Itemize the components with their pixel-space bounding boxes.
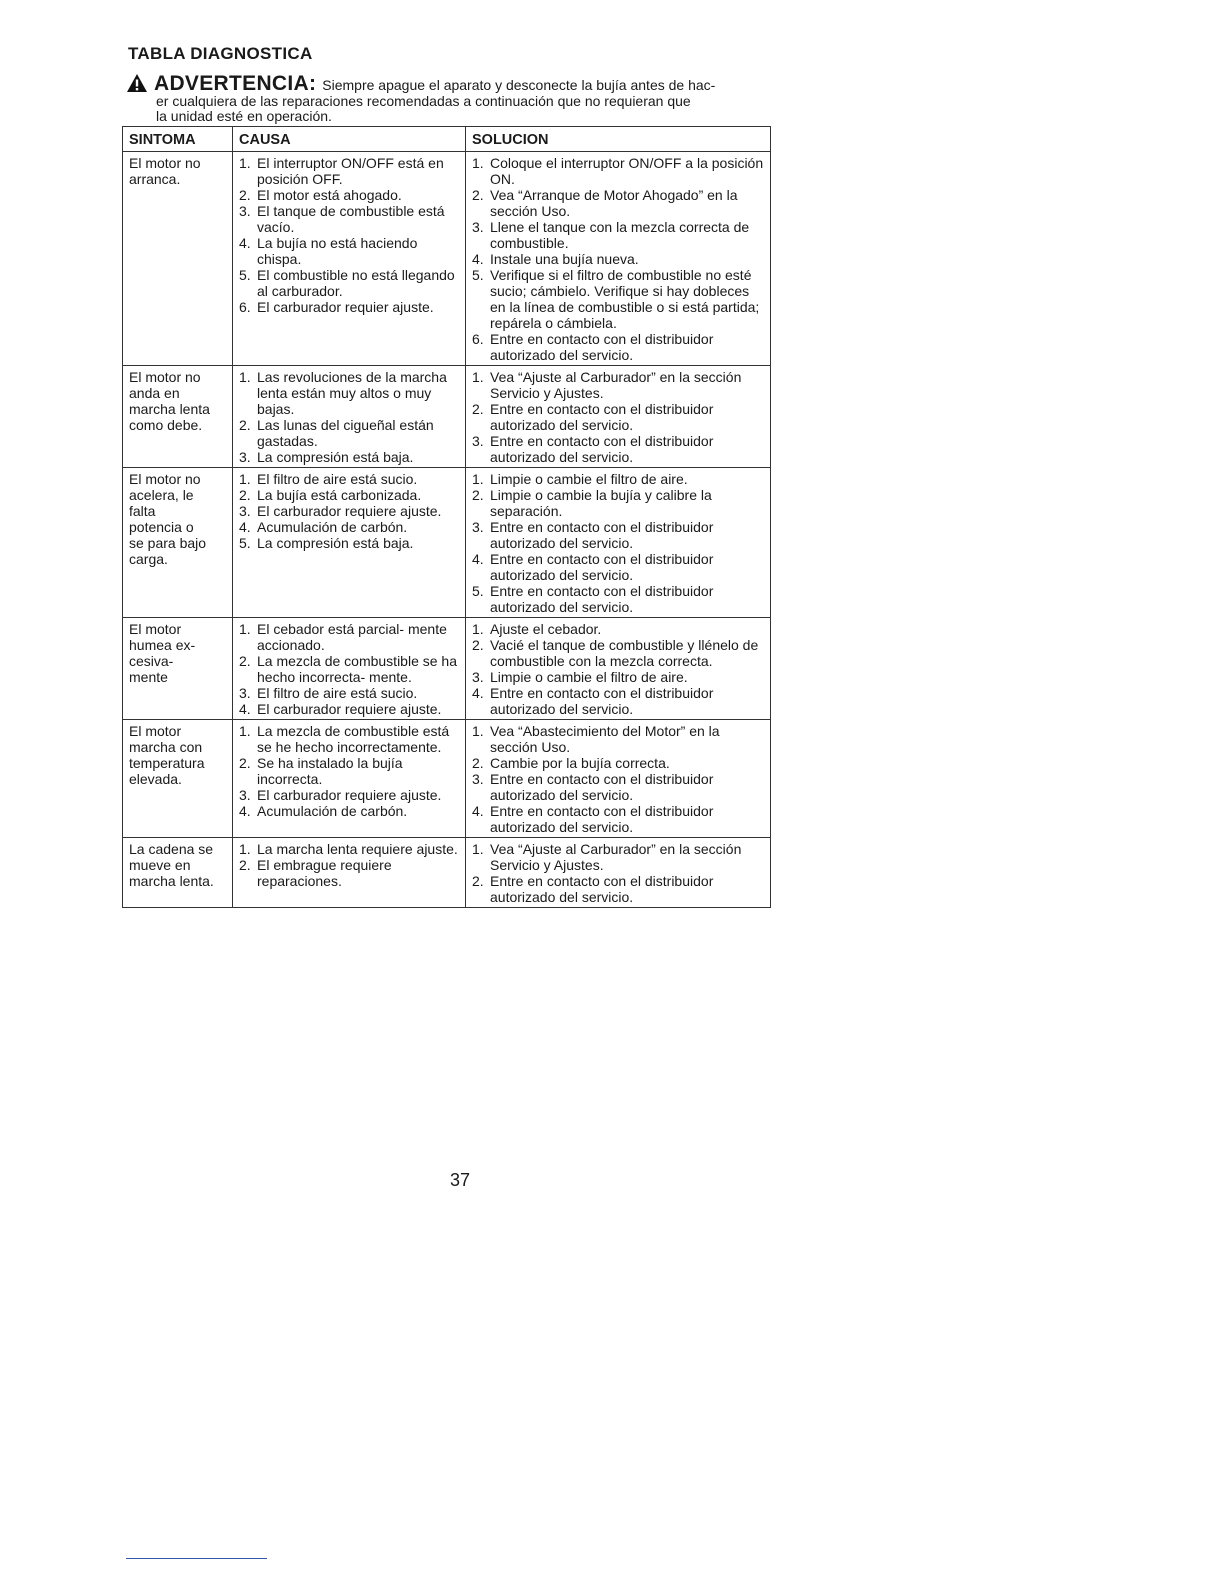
cause-text: La mezcla de combustible está se he hecho incorrectamente. — [257, 723, 450, 755]
solution-number: 1. — [472, 471, 484, 487]
solution-number: 4. — [472, 551, 484, 567]
solution-item — [472, 219, 764, 251]
solution-number: 1. — [472, 723, 484, 739]
cause-number: 1. — [239, 369, 251, 385]
cause-text: La compresión está baja. — [257, 535, 414, 551]
cause-number: 3. — [239, 685, 251, 701]
cause-number: 2. — [239, 653, 251, 669]
cause-text: El interruptor ON/OFF está en posición OFF. — [257, 155, 444, 187]
solution-number: 4. — [472, 685, 484, 701]
cause-item — [239, 787, 459, 803]
table-row — [123, 152, 771, 366]
solution-item — [472, 551, 764, 583]
solution-item — [472, 771, 764, 803]
cause-item — [239, 535, 459, 551]
warning-text-line1: Siempre apague el aparato y desconecte la bujía antes de hac- — [322, 77, 716, 93]
footer-rule — [126, 1558, 267, 1559]
cause-text: La compresión está baja. — [257, 449, 414, 465]
solution-text: Limpie o cambie el filtro de aire. — [490, 669, 688, 685]
symptom-cell — [123, 618, 233, 720]
symptom-line: El motor — [129, 723, 182, 739]
symptom-cell — [123, 720, 233, 838]
cause-number: 1. — [239, 471, 251, 487]
symptom-line: anda en — [129, 385, 180, 401]
solution-text: Llene el tanque con la mezcla correcta de combustible. — [490, 219, 750, 251]
solution-item — [472, 723, 764, 755]
solution-item — [472, 803, 764, 835]
table-body — [123, 152, 771, 908]
solution-item — [472, 155, 764, 187]
cause-number: 3. — [239, 203, 251, 219]
cause-item — [239, 653, 459, 685]
cause-number: 3. — [239, 787, 251, 803]
cause-item — [239, 519, 459, 535]
cause-item — [239, 267, 459, 299]
solution-number: 3. — [472, 433, 484, 449]
symptom-line: mente — [129, 669, 168, 685]
solution-cell — [466, 468, 771, 618]
solution-cell — [466, 838, 771, 908]
warning-block — [126, 70, 756, 125]
symptom-cell — [123, 838, 233, 908]
solution-text: Entre en contacto con el distribuidor autorizado del servicio. — [490, 771, 714, 803]
cause-item — [239, 299, 459, 315]
solution-item — [472, 369, 764, 401]
symptom-line: humea ex- — [129, 637, 196, 653]
solution-number: 3. — [472, 669, 484, 685]
cause-text: Acumulación de carbón. — [257, 519, 408, 535]
symptom-line: temperatura — [129, 755, 205, 771]
solution-item — [472, 841, 764, 873]
solution-item — [472, 755, 764, 771]
cause-item — [239, 685, 459, 701]
solution-cell — [466, 720, 771, 838]
solution-cell — [466, 152, 771, 366]
symptom-line: acelera, le — [129, 487, 194, 503]
solution-item — [472, 583, 764, 615]
cause-item — [239, 723, 459, 755]
warning-text-line3: la unidad esté en operación. — [156, 108, 332, 124]
cause-item — [239, 471, 459, 487]
symptom-line: El motor — [129, 621, 182, 637]
cause-text: El filtro de aire está sucio. — [257, 471, 418, 487]
cause-number: 1. — [239, 621, 251, 637]
cause-number: 1. — [239, 723, 251, 739]
cause-text: El embrague requiere reparaciones. — [257, 857, 392, 889]
cause-number: 6. — [239, 299, 251, 315]
cause-item — [239, 803, 459, 819]
cause-number: 2. — [239, 857, 251, 873]
cause-cell — [233, 152, 466, 366]
solution-item — [472, 187, 764, 219]
solution-number: 1. — [472, 155, 484, 171]
solution-number: 5. — [472, 583, 484, 599]
symptom-cell — [123, 468, 233, 618]
solution-number: 2. — [472, 873, 484, 889]
symptom-line: El motor no — [129, 155, 201, 171]
symptom-line: potencia o — [129, 519, 194, 535]
solution-cell — [466, 366, 771, 468]
solution-item — [472, 685, 764, 717]
solution-text: Limpie o cambie el filtro de aire. — [490, 471, 688, 487]
cause-item — [239, 841, 459, 857]
table-header-row — [123, 127, 771, 152]
solution-text: Entre en contacto con el distribuidor autorizado del servicio. — [490, 401, 714, 433]
symptom-line: elevada. — [129, 771, 182, 787]
table-row — [123, 838, 771, 908]
solution-number: 6. — [472, 331, 484, 347]
solution-number: 2. — [472, 187, 484, 203]
header-sintoma: SINTOMA — [123, 127, 233, 152]
header-solucion: SOLUCION — [466, 127, 771, 152]
cause-text: La bujía está carbonizada. — [257, 487, 422, 503]
solution-text: Vea “Ajuste al Carburador” en la sección Servicio y Ajustes. — [490, 841, 742, 873]
solution-item — [472, 487, 764, 519]
symptom-line: La cadena se — [129, 841, 214, 857]
cause-item — [239, 155, 459, 187]
solution-text: Entre en contacto con el distribuidor autorizado del servicio. — [490, 583, 714, 615]
symptom-cell — [123, 366, 233, 468]
solution-number: 2. — [472, 755, 484, 771]
solution-item — [472, 519, 764, 551]
diagnostic-table — [122, 126, 771, 908]
cause-number: 3. — [239, 503, 251, 519]
cause-cell — [233, 618, 466, 720]
table-row — [123, 468, 771, 618]
symptom-line: marcha lenta. — [129, 873, 214, 889]
solution-text: Limpie o cambie la bujía y calibre la separación. — [490, 487, 712, 519]
cause-text: El motor está ahogado. — [257, 187, 402, 203]
symptom-line: como debe. — [129, 417, 203, 433]
solution-item — [472, 251, 764, 267]
cause-text: El filtro de aire está sucio. — [257, 685, 418, 701]
solution-text: Entre en contacto con el distribuidor autorizado del servicio. — [490, 803, 714, 835]
solution-item — [472, 637, 764, 669]
solution-text: Vacié el tanque de combustible y llénelo de combustible con la mezcla correcta. — [490, 637, 759, 669]
symptom-line: falta — [129, 503, 156, 519]
table-row — [123, 366, 771, 468]
cause-item — [239, 369, 459, 417]
warning-label: ADVERTENCIA: — [154, 72, 317, 95]
cause-item — [239, 857, 459, 889]
solution-number: 3. — [472, 219, 484, 235]
symptom-line: carga. — [129, 551, 168, 567]
solution-number: 2. — [472, 637, 484, 653]
cause-item — [239, 235, 459, 267]
cause-text: Se ha instalado la bujía incorrecta. — [257, 755, 403, 787]
solution-number: 4. — [472, 251, 484, 267]
cause-number: 5. — [239, 267, 251, 283]
cause-text: El combustible no está llegando al carburador. — [257, 267, 455, 299]
cause-item — [239, 503, 459, 519]
cause-cell — [233, 366, 466, 468]
solution-text: Instale una bujía nueva. — [490, 251, 639, 267]
cause-text: El carburador requiere ajuste. — [257, 503, 442, 519]
solution-item — [472, 401, 764, 433]
solution-number: 2. — [472, 487, 484, 503]
cause-text: Acumulación de carbón. — [257, 803, 408, 819]
cause-cell — [233, 838, 466, 908]
cause-number: 1. — [239, 841, 251, 857]
solution-number: 3. — [472, 771, 484, 787]
cause-item — [239, 621, 459, 653]
cause-cell — [233, 468, 466, 618]
page-number: 37 — [450, 1170, 471, 1190]
solution-text: Entre en contacto con el distribuidor autorizado del servicio. — [490, 685, 714, 717]
solution-number: 2. — [472, 401, 484, 417]
cause-item — [239, 487, 459, 503]
cause-text: El tanque de combustible está vacío. — [257, 203, 445, 235]
solution-number: 1. — [472, 841, 484, 857]
solution-item — [472, 267, 764, 331]
cause-number: 4. — [239, 519, 251, 535]
solution-number: 5. — [472, 267, 484, 283]
solution-item — [472, 471, 764, 487]
solution-number: 3. — [472, 519, 484, 535]
symptom-cell — [123, 152, 233, 366]
cause-item — [239, 449, 459, 465]
page-title: TABLA DIAGNOSTICA — [128, 44, 313, 63]
cause-number: 1. — [239, 155, 251, 171]
cause-number: 4. — [239, 803, 251, 819]
solution-number: 1. — [472, 369, 484, 385]
solution-text: Entre en contacto con el distribuidor autorizado del servicio. — [490, 433, 714, 465]
symptom-line: El motor no — [129, 471, 201, 487]
solution-cell — [466, 618, 771, 720]
solution-text: Vea “Abastecimiento del Motor” en la sección Uso. — [490, 723, 720, 755]
table-row — [123, 720, 771, 838]
cause-number: 4. — [239, 235, 251, 251]
solution-text: Verifique si el filtro de combustible no esté sucio; cámbielo. Verifique si hay dobleces en la línea de combustible o si está partida; repárela o cámbiela. — [490, 267, 760, 331]
solution-text: Entre en contacto con el distribuidor autorizado del servicio. — [490, 331, 714, 363]
cause-number: 2. — [239, 187, 251, 203]
solution-text: Vea “Ajuste al Carburador” en la sección Servicio y Ajustes. — [490, 369, 742, 401]
symptom-line: El motor no — [129, 369, 201, 385]
solution-text: Entre en contacto con el distribuidor autorizado del servicio. — [490, 519, 714, 551]
cause-number: 3. — [239, 449, 251, 465]
cause-cell — [233, 720, 466, 838]
symptom-line: arranca. — [129, 171, 181, 187]
solution-item — [472, 873, 764, 905]
solution-text: Vea “Arranque de Motor Ahogado” en la sección Uso. — [490, 187, 738, 219]
cause-text: Las revoluciones de la marcha lenta están muy altos o muy bajas. — [257, 369, 447, 417]
solution-text: Entre en contacto con el distribuidor autorizado del servicio. — [490, 873, 714, 905]
cause-text: La marcha lenta requiere ajuste. — [257, 841, 458, 857]
symptom-line: cesiva- — [129, 653, 174, 669]
solution-text: Cambie por la bujía correcta. — [490, 755, 670, 771]
cause-text: La mezcla de combustible se ha hecho incorrecta- mente. — [257, 653, 457, 685]
cause-text: El carburador requiere ajuste. — [257, 701, 442, 717]
table-row — [123, 618, 771, 720]
cause-item — [239, 755, 459, 787]
solution-item — [472, 331, 764, 363]
cause-text: La bujía no está haciendo chispa. — [257, 235, 418, 267]
symptom-line: marcha con — [129, 739, 203, 755]
cause-text: El carburador requiere ajuste. — [257, 787, 442, 803]
cause-item — [239, 187, 459, 203]
solution-number: 4. — [472, 803, 484, 819]
symptom-line: mueve en — [129, 857, 191, 873]
cause-text: El carburador requier ajuste. — [257, 299, 434, 315]
cause-number: 2. — [239, 487, 251, 503]
cause-text: El cebador está parcial- mente accionado. — [257, 621, 447, 653]
solution-item — [472, 669, 764, 685]
cause-number: 2. — [239, 755, 251, 771]
warning-text-line2: er cualquiera de las reparaciones recomendadas a continuación que no requieran que — [156, 92, 691, 109]
solution-item — [472, 621, 764, 637]
cause-text: Las lunas del cigueñal están gastadas. — [257, 417, 434, 449]
cause-item — [239, 203, 459, 235]
symptom-line: marcha lenta — [129, 401, 210, 417]
solution-text: Coloque el interruptor ON/OFF a la posición ON. — [490, 155, 764, 187]
cause-number: 4. — [239, 701, 251, 717]
symptom-line: se para bajo — [129, 535, 207, 551]
cause-number: 5. — [239, 535, 251, 551]
cause-number: 2. — [239, 417, 251, 433]
solution-text: Ajuste el cebador. — [490, 621, 602, 637]
warning-triangle-icon — [126, 73, 148, 93]
cause-item — [239, 417, 459, 449]
solution-item — [472, 433, 764, 465]
solution-number: 1. — [472, 621, 484, 637]
header-causa: CAUSA — [233, 127, 466, 152]
solution-text: Entre en contacto con el distribuidor autorizado del servicio. — [490, 551, 714, 583]
cause-item — [239, 701, 459, 717]
